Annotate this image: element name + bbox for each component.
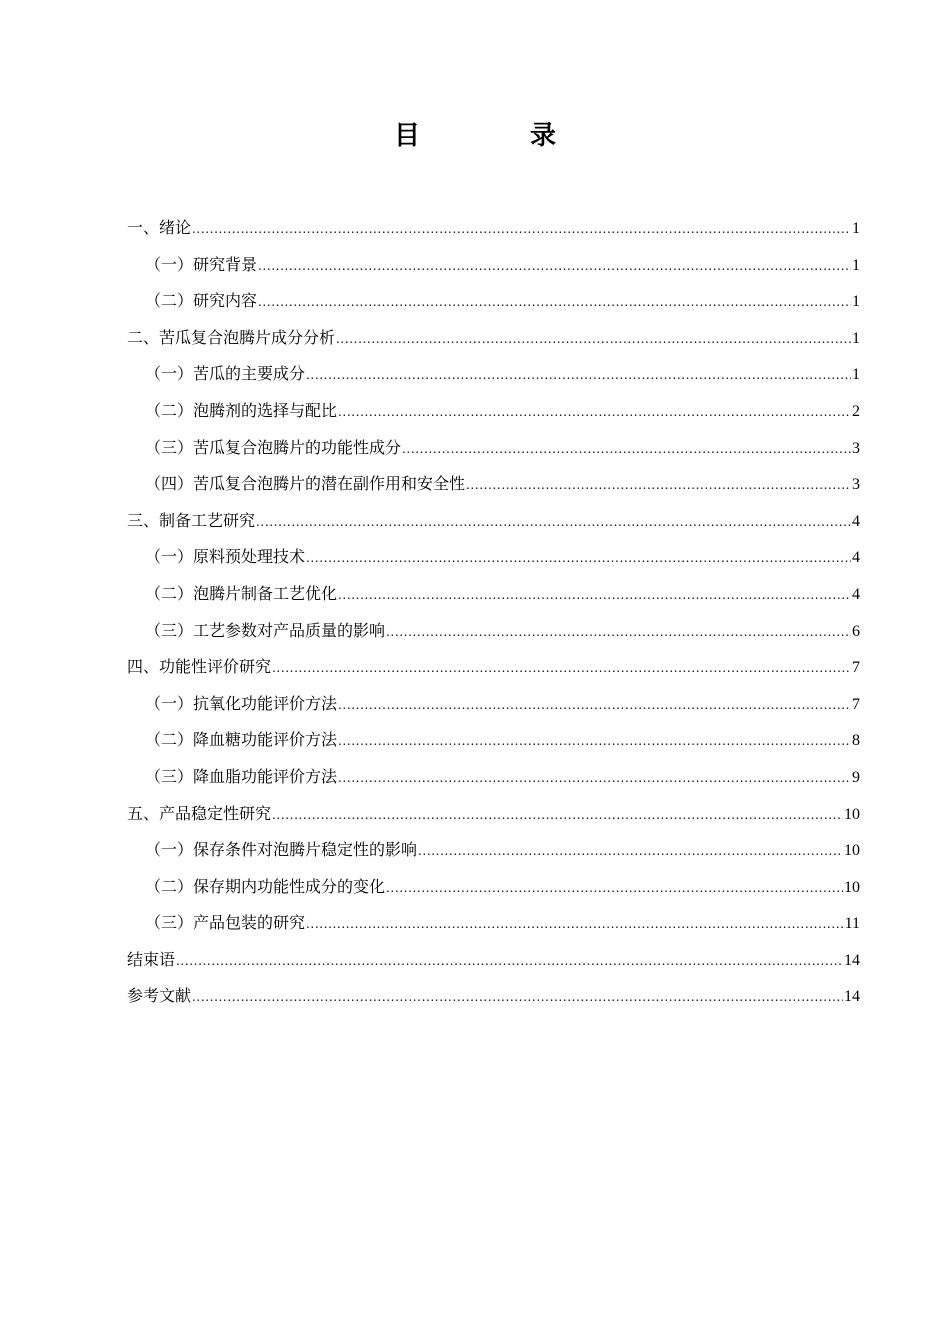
toc-dot-leader (338, 760, 851, 797)
toc-entry-label: （一）苦瓜的主要成分 (145, 364, 306, 384)
toc-page-number: 8 (852, 732, 860, 750)
toc-page-number: 3 (852, 439, 860, 457)
toc-page-number: 10 (844, 842, 860, 860)
toc-entry-label: （一）抗氧化功能评价方法 (145, 693, 338, 713)
toc-page-number: 10 (844, 878, 860, 896)
toc-entry-label: 二、苦瓜复合泡腾片成分分析 (127, 327, 336, 347)
toc-dot-leader (386, 614, 851, 651)
toc-entry-label: （二）研究内容 (145, 291, 258, 311)
toc-page-number: 3 (852, 476, 860, 494)
toc-dot-leader (386, 870, 843, 907)
toc-entry-label: （三）降血脂功能评价方法 (145, 766, 338, 786)
toc-dot-leader (176, 943, 843, 980)
toc-entry-label: 结束语 (127, 949, 176, 969)
toc-entry-label: （二）泡腾剂的选择与配比 (145, 400, 338, 420)
toc-entry-references[interactable] (127, 978, 860, 1015)
toc-entry-process-parameters[interactable] (127, 613, 860, 650)
toc-page-number: 4 (852, 585, 860, 603)
toc-page-number: 1 (852, 366, 860, 384)
toc-dot-leader (338, 723, 851, 760)
toc-entry-label: 四、功能性评价研究 (127, 657, 272, 677)
toc-entry-functional-evaluation[interactable] (127, 649, 860, 686)
toc-dot-leader (338, 394, 851, 431)
toc-entry-label: （一）保存条件对泡腾片稳定性的影响 (145, 840, 418, 860)
toc-entry-research-background[interactable] (127, 247, 860, 284)
toc-page-number: 4 (852, 512, 860, 530)
toc-page-number: 4 (852, 549, 860, 567)
page-title: 目 录 (393, 121, 598, 151)
toc-page-number: 7 (852, 695, 860, 713)
toc-entry-label: 五、产品稳定性研究 (127, 803, 272, 823)
toc-entry-storage-conditions[interactable] (127, 832, 860, 869)
toc-dot-leader (272, 797, 843, 834)
toc-dot-leader (338, 577, 851, 614)
toc-page-number: 1 (852, 256, 860, 274)
toc-entry-effervescent-selection[interactable] (127, 393, 860, 430)
table-of-contents (127, 210, 860, 1015)
toc-page-number: 1 (852, 329, 860, 347)
toc-page-number: 1 (852, 220, 860, 237)
toc-dot-leader (466, 467, 851, 504)
toc-entry-main-components[interactable] (127, 356, 860, 393)
toc-entry-antioxidant-evaluation[interactable] (127, 686, 860, 723)
toc-page-number: 14 (844, 951, 860, 969)
toc-entry-raw-material-pretreatment[interactable] (127, 539, 860, 576)
toc-dot-leader (192, 979, 843, 1016)
toc-page-number: 14 (844, 988, 860, 1006)
toc-page-number: 1 (852, 293, 860, 311)
toc-dot-leader (272, 650, 851, 687)
toc-dot-leader (258, 248, 851, 285)
toc-entry-stability-research[interactable] (127, 796, 860, 833)
toc-dot-leader (258, 284, 851, 321)
toc-dot-leader (306, 540, 851, 577)
toc-entry-label: （四）苦瓜复合泡腾片的潜在副作用和安全性 (145, 474, 466, 494)
toc-entry-introduction[interactable] (127, 210, 860, 247)
toc-entry-label: （一）研究背景 (145, 254, 258, 274)
toc-entry-research-content[interactable] (127, 283, 860, 320)
toc-entry-composition-analysis[interactable] (127, 320, 860, 357)
toc-entry-process-optimization[interactable] (127, 576, 860, 613)
toc-dot-leader (306, 906, 844, 943)
toc-entry-functional-components[interactable] (127, 430, 860, 467)
toc-dot-leader (256, 504, 851, 541)
toc-entry-blood-glucose-evaluation[interactable] (127, 722, 860, 759)
toc-entry-label: （二）降血糖功能评价方法 (145, 730, 338, 750)
toc-entry-preparation-process[interactable] (127, 503, 860, 540)
toc-page-number: 7 (852, 659, 860, 677)
toc-entry-label: 三、制备工艺研究 (127, 510, 256, 530)
toc-entry-shelf-life-changes[interactable] (127, 869, 860, 906)
toc-entry-label: （三）工艺参数对产品质量的影响 (145, 620, 386, 640)
toc-entry-conclusion[interactable] (127, 942, 860, 979)
toc-entry-label: （一）原料预处理技术 (145, 547, 306, 567)
toc-dot-leader (336, 321, 851, 358)
toc-dot-leader (418, 833, 843, 870)
toc-entry-label: 参考文献 (127, 986, 192, 1006)
toc-entry-label: （二）泡腾片制备工艺优化 (145, 583, 338, 603)
toc-page-number: 9 (852, 768, 860, 786)
toc-entry-label: 一、绪论 (127, 218, 192, 237)
toc-entry-blood-lipid-evaluation[interactable] (127, 759, 860, 796)
toc-dot-leader (306, 357, 851, 394)
toc-entry-packaging-research[interactable] (127, 905, 860, 942)
toc-entry-label: （二）保存期内功能性成分的变化 (145, 876, 386, 896)
toc-dot-leader (192, 211, 851, 248)
toc-entry-label: （三）产品包装的研究 (145, 913, 306, 933)
toc-dot-leader (338, 687, 851, 724)
toc-page-number: 2 (852, 402, 860, 420)
toc-page-number: 11 (844, 915, 860, 933)
toc-page-number: 10 (844, 805, 860, 823)
toc-entry-label: （三）苦瓜复合泡腾片的功能性成分 (145, 437, 402, 457)
toc-page-number: 6 (852, 622, 860, 640)
toc-entry-side-effects-safety[interactable] (127, 466, 860, 503)
toc-dot-leader (402, 431, 851, 468)
